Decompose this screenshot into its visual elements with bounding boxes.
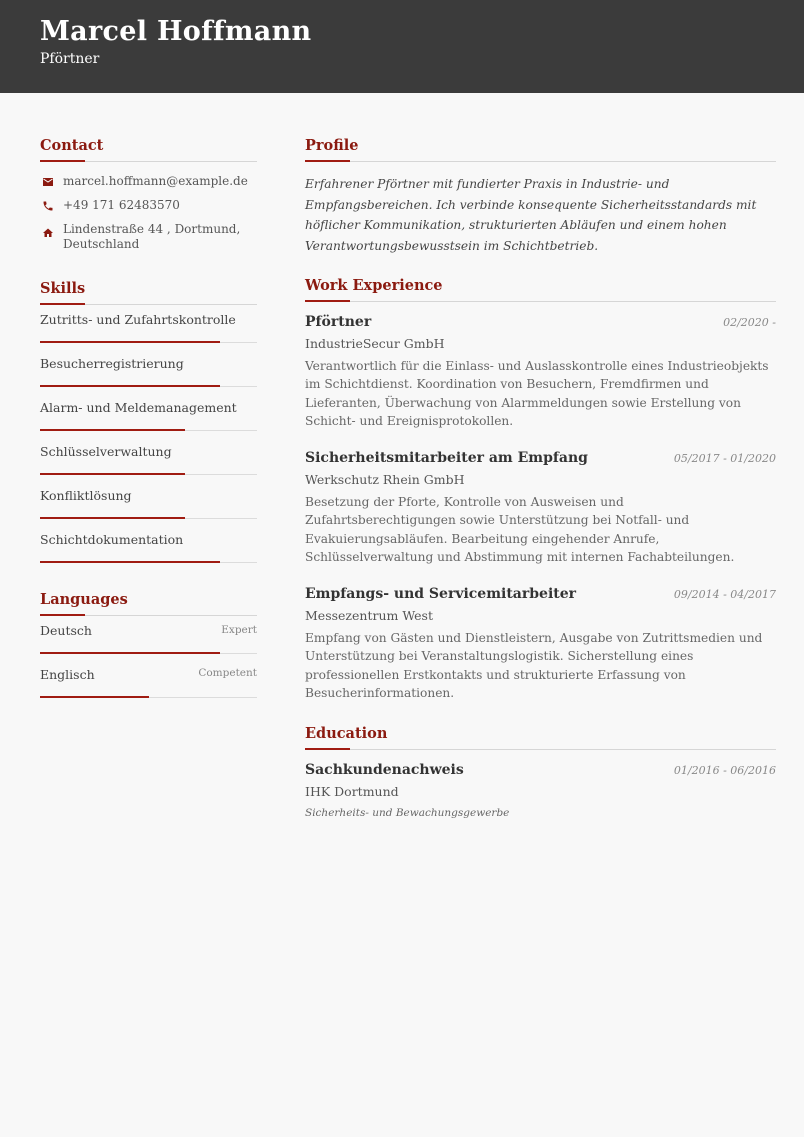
skill-label: Besucherregistrierung	[40, 356, 184, 371]
job-title: Pförtner	[40, 51, 100, 67]
profile-text: Erfahrener Pförtner mit fundierter Praxis in Industrie- und Empfangsbereichen. Ich verbinde konsequente Sicherheitsstandards mit höflicher Kommunikation, strukturierten Abläufen und einem hohen Verantwortungsbewusstsein im Schichtbetrieb.	[305, 177, 757, 254]
job-date: 05/2017 - 01/2020	[673, 451, 776, 465]
job-company: Werkschutz Rhein GmbH	[305, 471, 465, 487]
job-header	[305, 586, 776, 602]
left-column	[40, 137, 257, 698]
job-description: Empfang von Gästen und Dienstleistern, Ausgabe von Zutrittsmedien und Unterstützung bei Veranstaltungslogistik. Sicherstellung eines professionellen Erstkontakts und strukturierte Erfassung von Besucherinformationen.	[305, 630, 763, 701]
education-title: Sachkundenachweis	[305, 761, 464, 778]
phone-text: +49 171 62483570	[63, 198, 180, 212]
skill-item	[40, 305, 257, 343]
education-date: 01/2016 - 06/2016	[673, 763, 776, 777]
job-entry	[305, 450, 776, 567]
skill-label: Zutritts- und Zufahrtskontrolle	[40, 312, 236, 327]
phone-icon	[40, 198, 55, 213]
right-column	[305, 137, 776, 819]
skill-level-bar	[40, 561, 220, 563]
language-item	[40, 616, 257, 654]
education-entry	[305, 762, 776, 819]
job-header	[305, 314, 776, 330]
job-entry	[305, 314, 776, 431]
work-section	[305, 277, 776, 703]
work-heading: Work Experience	[305, 277, 776, 302]
contact-email[interactable]	[40, 174, 257, 189]
skills-heading: Skills	[40, 280, 257, 305]
education-field: Sicherheits- und Bewachungsgewerbe	[305, 806, 510, 819]
job-company: IndustrieSecur GmbH	[305, 335, 445, 351]
skill-item	[40, 475, 257, 519]
education-institution: IHK Dortmund	[305, 783, 399, 799]
skill-item	[40, 387, 257, 431]
skill-label: Alarm- und Meldemanagement	[40, 400, 237, 415]
profile-section	[305, 137, 776, 257]
skill-label: Konfliktlösung	[40, 488, 132, 503]
skill-item	[40, 431, 257, 475]
job-position: Empfangs- und Servicemitarbeiter	[305, 585, 577, 602]
language-label: Deutsch	[40, 623, 92, 638]
languages-list	[40, 616, 257, 698]
language-item	[40, 654, 257, 698]
language-label: Englisch	[40, 667, 95, 682]
skills-section	[40, 280, 257, 563]
resume-header	[0, 0, 804, 93]
address-line-1: Lindenstraße 44 , Dortmund,	[63, 222, 241, 236]
contact-phone[interactable]	[40, 198, 257, 213]
job-position: Sicherheitsmitarbeiter am Empfang	[305, 449, 588, 466]
job-entry	[305, 586, 776, 703]
education-header	[305, 762, 776, 778]
skill-label: Schichtdokumentation	[40, 532, 184, 547]
languages-heading: Languages	[40, 591, 257, 616]
job-company: Messezentrum West	[305, 607, 433, 623]
job-description: Verantwortlich für die Einlass- und Auslasskontrolle eines Industrieobjekts im Schichtdienst. Koordination von Besuchern, Fremdfirmen und Lieferanten, Überwachung von Alarmmeldungen sowie Erstellung von Schicht- und Ereignisprotokollen.	[305, 358, 769, 429]
skill-item	[40, 519, 257, 563]
job-date: 09/2014 - 04/2017	[673, 587, 776, 601]
envelope-icon	[40, 174, 55, 189]
job-header	[305, 450, 776, 466]
skill-item	[40, 343, 257, 387]
contact-address	[40, 222, 257, 252]
job-description: Besetzung der Pforte, Kontrolle von Ausweisen und Zufahrtsberechtigungen sowie Unterstützung bei Notfall- und Evakuierungsabläufen. Bearbeitung eingehender Anrufe, Schlüsselverwaltung und Abstimmung mit internen Fachabteilungen.	[305, 494, 735, 565]
education-list	[305, 762, 776, 819]
skill-label: Schlüsselverwaltung	[40, 444, 172, 459]
language-level-bar	[40, 696, 149, 698]
job-position: Pförtner	[305, 313, 372, 330]
education-heading: Education	[305, 725, 776, 750]
person-name: Marcel Hoffmann	[40, 16, 312, 47]
profile-heading: Profile	[305, 137, 776, 162]
home-icon	[40, 225, 55, 240]
contact-list	[40, 174, 257, 252]
jobs-list	[305, 314, 776, 703]
job-date: 02/2020 -	[723, 315, 776, 329]
skills-list	[40, 305, 257, 563]
contact-heading: Contact	[40, 137, 257, 162]
address-text	[63, 222, 240, 252]
language-level: Expert	[221, 624, 257, 636]
email-text: marcel.hoffmann@example.de	[63, 174, 248, 188]
languages-section	[40, 591, 257, 698]
language-level: Competent	[198, 667, 257, 679]
education-section	[305, 725, 776, 819]
address-line-2: Deutschland	[63, 237, 140, 251]
